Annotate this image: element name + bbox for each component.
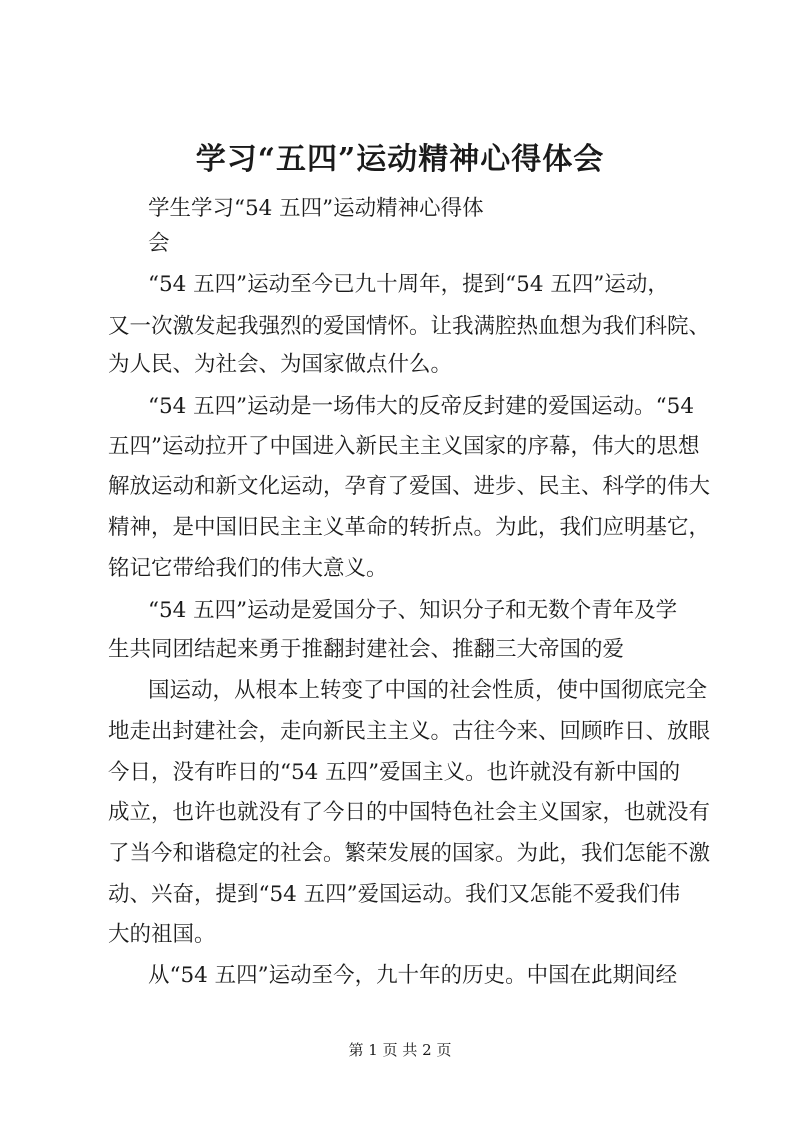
body-line: 学生学习“54 五四”运动精神心得体 — [148, 196, 484, 221]
body-line: “54 五四”运动是一场伟大的反帝反封建的爱国运动。“54 — [148, 394, 695, 419]
body-line: 了当今和谐稳定的社会。繁荣发展的国家。为此，我们怎能不激 — [108, 841, 711, 866]
body-line: 国运动，从根本上转变了中国的社会性质，使中国彻底完全 — [148, 678, 708, 703]
body-line: “54 五四”运动是爱国分子、知识分子和无数个青年及学 — [148, 598, 678, 623]
body-line: 今日，没有昨日的“54 五四”爱国主义。也许就没有新中国的 — [108, 760, 681, 785]
body-line: 解放运动和新文化运动，孕育了爱国、进步、民主、科学的伟大 — [108, 474, 711, 499]
page-footer: 第 1 页 共 2 页 — [348, 1041, 452, 1059]
body-line: 为人民、为社会、为国家做点什么。 — [108, 352, 453, 377]
body-line: 五四”运动拉开了中国进入新民主主义国家的序幕，伟大的思想 — [108, 434, 700, 459]
body-line: 从“54 五四”运动至今，九十年的历史。中国在此期间经 — [148, 963, 678, 988]
body-line: 会 — [148, 231, 170, 256]
body-line: 铭记它带给我们的伟大意义。 — [108, 556, 388, 581]
body-line: 生共同团结起来勇于推翻封建社会、推翻三大帝国的爱 — [108, 637, 625, 662]
body-line: 动、兴奋，提到“54 五四”爱国运动。我们又怎能不爱我们伟 — [108, 882, 681, 907]
body-line: 地走出封建社会，走向新民主主义。古往今来、回顾昨日、放眼 — [108, 719, 711, 744]
body-line: 又一次激发起我强烈的爱国情怀。让我满腔热血想为我们科院、 — [108, 314, 711, 339]
body-line: “54 五四”运动至今已九十周年，提到“54 五四”运动， — [148, 272, 669, 297]
document-title: 学习“五四”运动精神心得体会 — [195, 142, 605, 177]
body-line: 大的祖国。 — [108, 922, 216, 947]
body-line: 成立，也许也就没有了今日的中国特色社会主义国家，也就没有 — [108, 800, 711, 825]
body-line: 精神，是中国旧民主主义革命的转折点。为此，我们应明基它， — [108, 515, 711, 540]
